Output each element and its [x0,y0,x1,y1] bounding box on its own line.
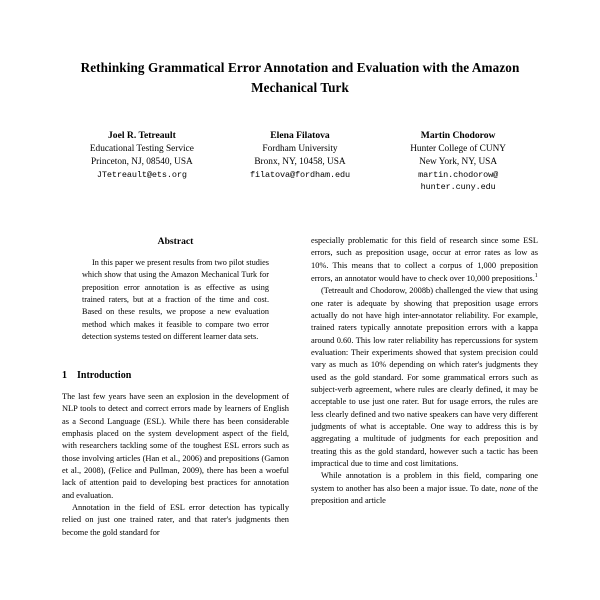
author-location: Bronx, NY, 10458, USA [254,156,346,167]
left-column [62,235,289,539]
author-affiliation: Hunter College of CUNY [410,143,507,154]
paragraph: Annotation in the field of ESL error detection has typically relied on just one trained rater, and that rater's judgments then become the gold standard for [62,502,289,537]
section-number: 1 [62,370,67,382]
author-block [380,129,536,193]
page-title: Rethinking Grammatical Error Annotation and Evaluation with the Amazon Mechanical Turk [80,60,520,96]
author-name: Martin Chodorow [420,129,496,141]
paragraph: The last few years have seen an explosion in the development of NLP tools to detect and correct errors made by learners of English as a Second Language (ESL). While there has been considerable emphasis placed on the system development aspect of the field, with researchers tackling some of the toughest ESL errors such as those involving articles (Han et al., 2006) and prepositions (Gamon et al., 2008), (Felice and Pullman, 2009), there has been a woeful lack of attention paid to developing best practices for annotation and evaluation. [62,391,289,500]
author-list [62,129,538,193]
author-block [64,129,220,193]
author-block [222,129,378,193]
author-location: New York, NY, USA [419,156,498,167]
author-affiliation: Educational Testing Service [89,143,194,154]
paragraph: (Tetreault and Chodorow, 2008b) challenged the view that using one rater is adequate by showing that preposition usage errors actually do not have high inter-annotator reliability. For example, trained raters typically annotate preposition errors with a kappa around 0.60. This low rater reliability has repercussions for system evaluation: Their experiments showed that system precision could vary as much as 10% depending on which rater's judgments they used as the gold standard. For some grammatical errors such as subject-verb agreement, where rules are clearly defined, it may be acceptable to use just one rater. But for usage errors, the rules are less clearly defined and two native speakers can have very different judgments of what is acceptable. One way to address this is by aggregating a multitude of judgments for each preposition and treating this as the gold standard, however such a tactic has been impractical due to time and cost limitations. [311,286,538,468]
author-email: filatova@fordham.edu [249,169,351,180]
section-title: Introduction [77,370,132,382]
abstract-heading: Abstract [157,236,194,248]
body-columns [62,235,538,539]
footnote-marker: 1 [534,273,538,280]
author-name: Elena Filatova [270,129,330,141]
emphasized-word: none [499,483,516,493]
author-email: martin.chodorow@ hunter.cuny.edu [418,169,499,192]
abstract-text: In this paper we present results from two pilot studies which show that using the Amazon Mechanical Turk for preposition error annotation is as effective as using trained raters, but at a fraction of the time and cost. Based on these results, we propose a new evaluation method which makes it feasible to compare two error detection systems tested on different learner data sets. [82,258,269,341]
author-email: JTetreault@ets.org [96,169,187,180]
section-heading-introduction [62,369,289,384]
paragraph-text-part: of the preposition and article [311,483,538,506]
author-name: Joel R. Tetreault [107,129,176,141]
paragraph [311,235,538,285]
paragraph-text: especially problematic for this field of research since some ESL errors, such as preposition usage, occur at error rates as low as 10%. This means that to collect a corpus of 1,000 preposition errors, an annotator would have to check over 10,000 prepositions. [311,236,538,283]
right-column [311,235,538,539]
paragraph-text-part: While annotation is a problem in this field, comparing one system to another has also been a major issue. To date, [311,471,538,493]
author-location: Princeton, NJ, 08540, USA [91,156,193,167]
author-affiliation: Fordham University [262,143,338,154]
paragraph [311,470,538,507]
